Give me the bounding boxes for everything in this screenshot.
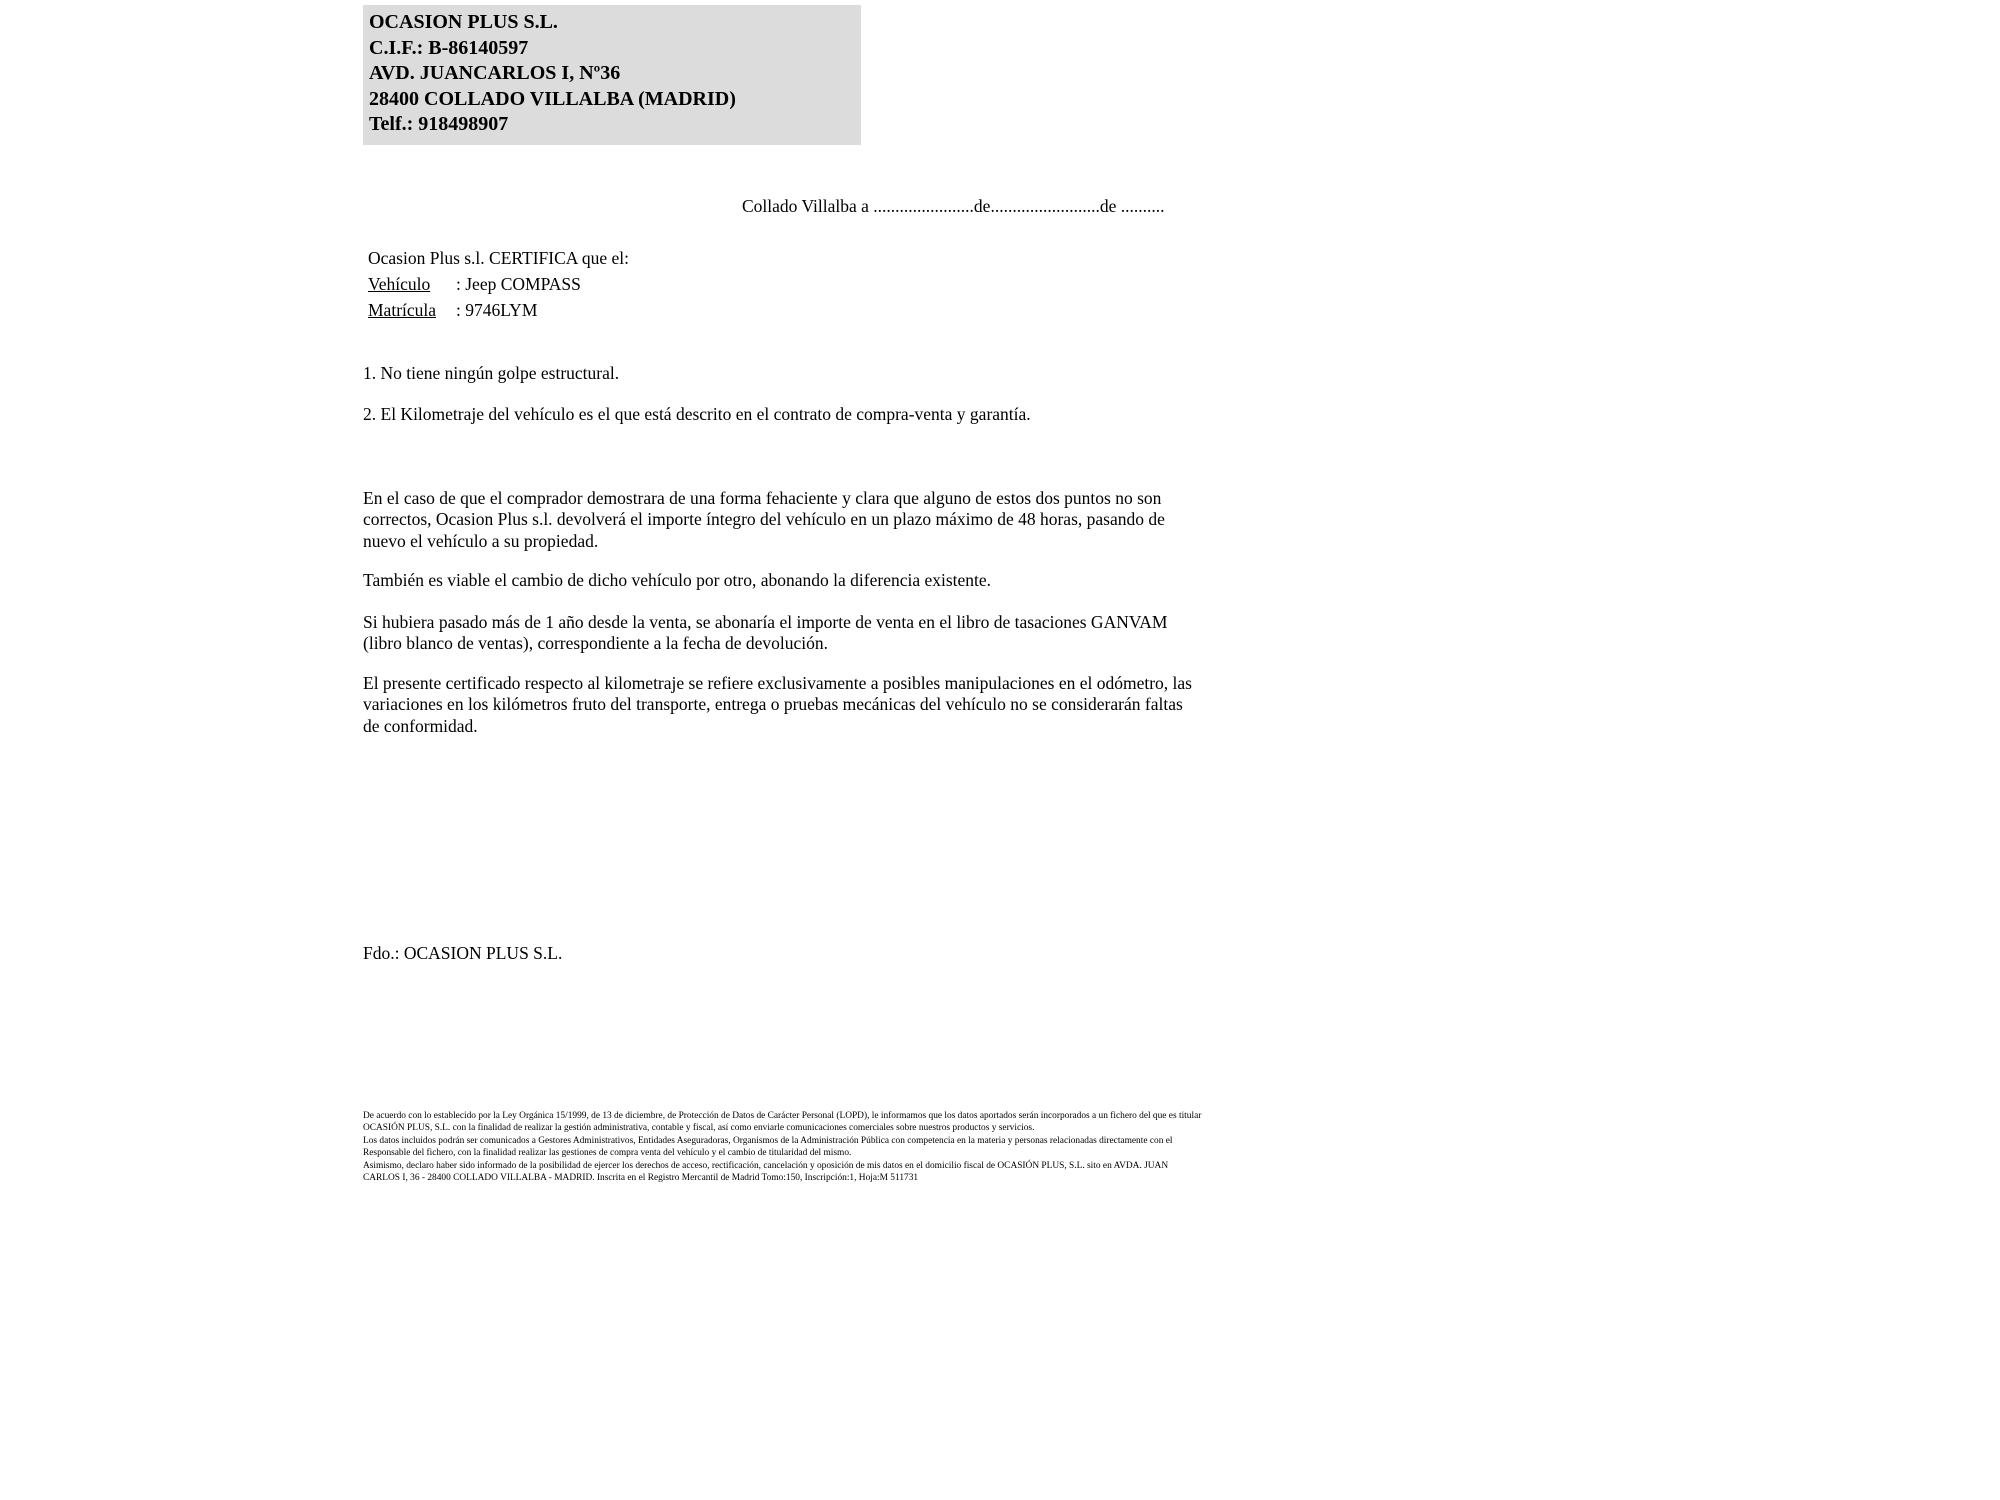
legal-paragraph-lopd: De acuerdo con lo establecido por la Ley Orgánica 15/1999, de 13 de diciembre, de Protección de Datos de Carácter Personal (LOPD), le informamos que los datos aportados serán incorporados a un fichero del que es titular OCASIÓN PLUS, S.L. con la finalidad de realizar la gestión administrativa, contable y fiscal, así como enviarle comunicaciones comerciales sobre nuestros productos y servicios.	[363, 1111, 1202, 1134]
vehicle-row	[368, 271, 1203, 297]
company-name: OCASION PLUS S.L.	[369, 11, 558, 33]
body-paragraph-refund: En el caso de que el comprador demostrara de una forma fehaciente y clara que alguno de estos dos puntos no son correctos, Ocasion Plus s.l. devolverá el importe íntegro del vehículo en un plazo máximo de 48 horas, pasando de nuevo el vehículo a su propiedad.	[363, 487, 1165, 551]
plate-row	[368, 297, 1203, 323]
company-cif: C.I.F.: B-86140597	[369, 36, 529, 59]
certificate-point-1: 1. No tiene ningún golpe estructural.	[363, 362, 620, 383]
date-line: Collado Villalba a .......................de.........................de ..........	[742, 195, 1165, 216]
company-header-box	[363, 5, 861, 145]
company-address: AVD. JUANCARLOS I, Nº36	[369, 62, 621, 84]
certify-block	[368, 245, 1203, 323]
document-content	[363, 0, 1203, 1184]
vehicle-value: : Jeep COMPASS	[456, 273, 581, 294]
vehicle-label: Vehículo	[368, 273, 431, 294]
certify-intro: Ocasion Plus s.l. CERTIFICA que el:	[368, 247, 629, 268]
legal-paragraph-rights: Asimismo, declaro haber sido informado de la posibilidad de ejercer los derechos de acceso, rectificación, cancelación y oposición de mis datos en el domicilio fiscal de OCASIÓN PLUS, S.L. sito en AVDA. JUAN CARLOS I, 36 - 28400 COLLADO VILLALBA - MADRID. Inscrita en el Registro Mercantil de Madrid Tomo:150, Inscripción:1, Hoja:M 511731	[363, 1160, 1169, 1184]
company-phone: Telf.: 918498907	[369, 113, 509, 135]
legal-paragraph-data-sharing: Los datos incluidos podrán ser comunicados a Gestores Administrativos, Entidades Aseguradoras, Organismos de la Administración Pública con competencia en la materia y personas relacionadas directamente con el Responsable del fichero, con la finalidad realizar las gestiones de compra venta del vehículo y el cambio de titularidad del mismo.	[363, 1135, 1173, 1159]
legal-notice	[363, 1110, 1205, 1184]
plate-value: : 9746LYM	[456, 299, 538, 320]
body-paragraph-exchange: También es viable el cambio de dicho vehículo por otro, abonando la diferencia existente.	[363, 570, 992, 590]
body-paragraph-odometer: El presente certificado respecto al kilometraje se refiere exclusivamente a posibles manipulaciones en el odómetro, las variaciones en los kilómetros fruto del transporte, entrega o pruebas mecánicas del vehículo no se considerarán faltas de conformidad.	[363, 672, 1192, 736]
signature-line: Fdo.: OCASION PLUS S.L.	[363, 943, 563, 963]
body-paragraph-ganvam: Si hubiera pasado más de 1 año desde la venta, se abonaría el importe de venta en el libro de tasaciones GANVAM (libro blanco de ventas), correspondiente a la fecha de devolución.	[363, 611, 1168, 653]
company-city: 28400 COLLADO VILLALBA (MADRID)	[369, 87, 736, 110]
plate-label: Matrícula	[368, 299, 437, 320]
certificate-point-2: 2. El Kilometraje del vehículo es el que está descrito en el contrato de compra-venta y garantía.	[363, 404, 1031, 424]
